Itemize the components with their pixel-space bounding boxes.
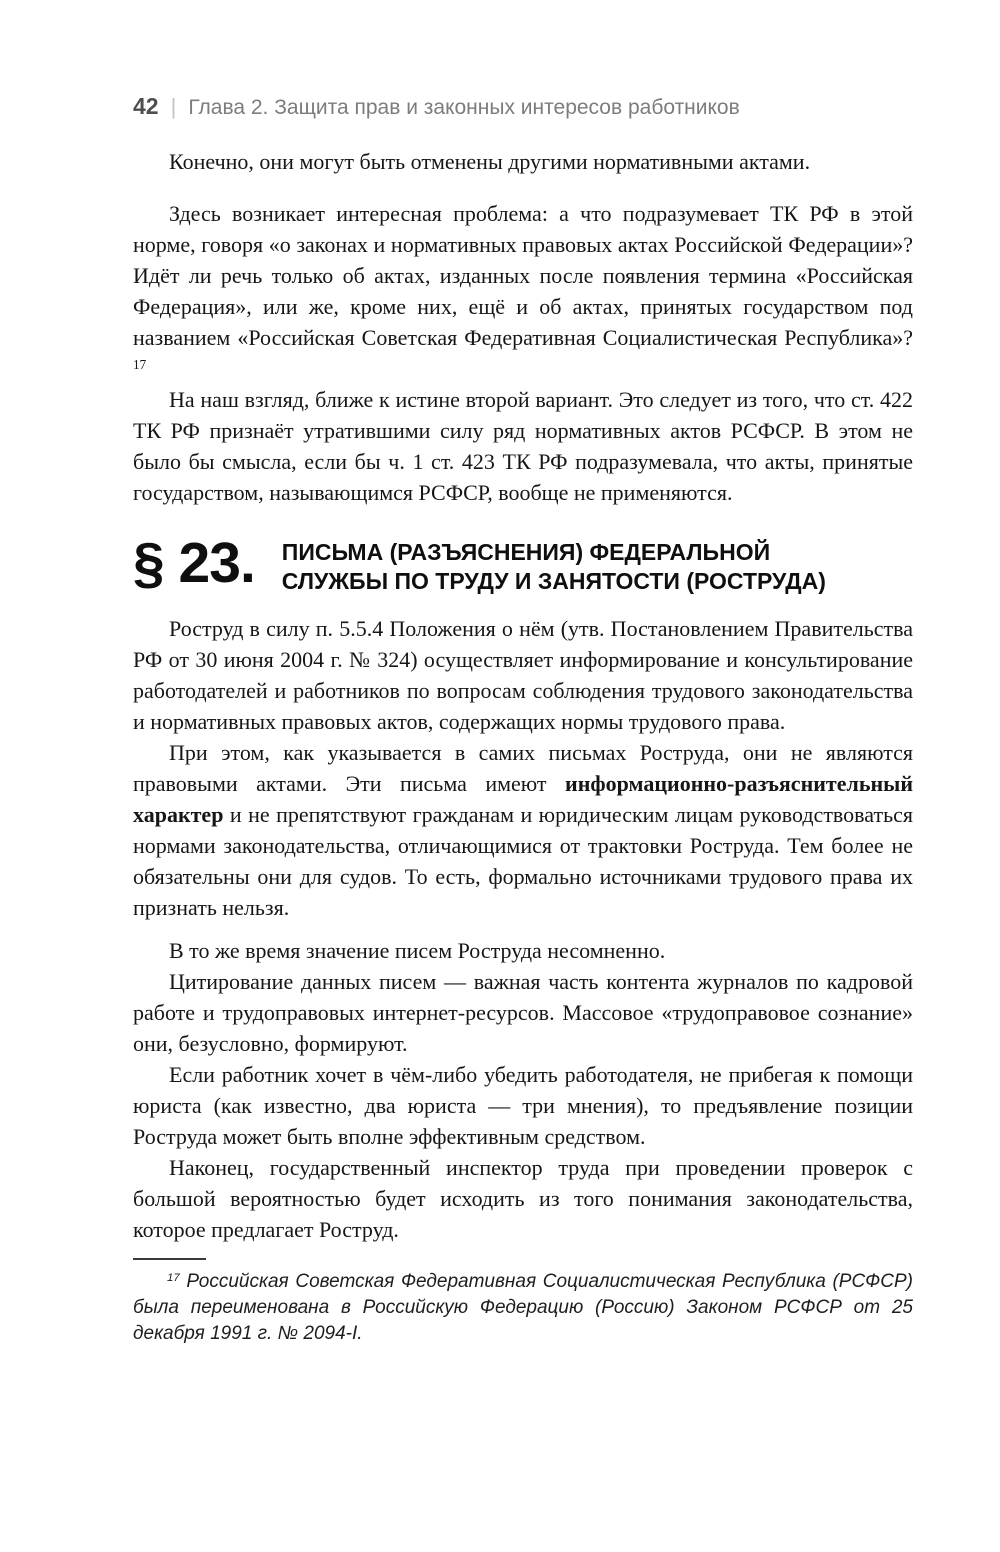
footnote-separator — [133, 1258, 206, 1260]
page-number: 42 — [133, 93, 159, 119]
bold-phrase: информационно-разъяснительный характер — [133, 771, 913, 827]
text-column — [133, 146, 913, 1347]
paragraph-section-3: В то же время значение писем Роструда несомненно. — [169, 938, 666, 963]
section-number: § 23. — [133, 531, 255, 595]
footnote-marker-17: 17 — [167, 1271, 180, 1284]
footnote-body: Российская Советская Федеративная Социалистическая Республика (РСФСР) была переименована в Российскую Федерацию (Россию) Законом РСФСР от 25 декабря 1991 г. № 2094-I. — [133, 1271, 914, 1344]
chapter-title: Глава 2. Защита прав и законных интересов работников — [188, 96, 740, 119]
header-divider: | — [170, 94, 177, 119]
footnote-text — [133, 1269, 913, 1347]
paragraph-intro-1: Конечно, они могут быть отменены другими нормативными актами. — [169, 149, 811, 174]
footnote-reference-17: 17 — [133, 356, 147, 372]
paragraph-section-2 — [133, 737, 913, 923]
paragraph-intro-2 — [133, 198, 913, 384]
paragraph-section-2-end: и не препятствуют гражданам и юридическим лицам руководствоваться нормами законодательства, отличающимися от трактовки Роструда. Тем более не обязательны они для судов. То есть, формально источниками трудового права их признать нельзя. — [133, 802, 913, 920]
section-heading — [133, 531, 913, 596]
paragraph-section-1: Роструд в силу п. 5.5.4 Положения о нём (утв. Постановлением Правительства РФ от 30 июня 2004 г. № 324) осуществляет информирование и консультирование работодателей и работников по вопросам соблюдения трудового законодательства и нормативных правовых актов, содержащих нормы трудового права. — [133, 616, 913, 734]
footnote-block — [133, 1258, 913, 1347]
page-header — [133, 93, 740, 120]
paragraph-section-5: Если работник хочет в чём-либо убедить работодателя, не прибегая к помощи юриста (как известно, два юриста — три мнения), то предъявление позиции Роструда может быть вполне эффективным средством. — [133, 1062, 913, 1149]
paragraph-intro-3: На наш взгляд, ближе к истине второй вариант. Это следует из того, что ст. 422 ТК РФ признаёт утратившими силу ряд нормативных актов РСФСР. В этом не было бы смысла, если бы ч. 1 ст. 423 ТК РФ подразумевала, что акты, принятые государством, называющимся РСФСР, вообще не применяются. — [133, 387, 913, 505]
paragraph-intro-2-text: Здесь возникает интересная проблема: а что подразумевает ТК РФ в этой норме, говоря «о законах и нормативных правовых актах Российской Федерации»? Идёт ли речь только об актах, изданных после появления термина «Российская Федерация», или же, кроме них, ещё и об актах, принятых государством под названием «Российская Советская Федеративная Социалистическая Республика»? — [133, 201, 913, 350]
paragraph-section-2-start: При этом, как указывается в самих письмах Роструда, они не являются правовыми актами. Эти письма имеют — [133, 740, 913, 796]
paragraph-section-4: Цитирование данных писем — важная часть контента журналов по кадровой работе и трудоправовых интернет-ресурсов. Массовое «трудоправовое сознание» они, безусловно, формируют. — [133, 969, 913, 1056]
paragraph-section-6: Наконец, государственный инспектор труда при проведении проверок с большой вероятностью будет исходить из того понимания законодательства, которое предлагает Роструд. — [133, 1155, 913, 1242]
section-title: ПИСЬМА (РАЗЪЯСНЕНИЯ) ФЕДЕРАЛЬНОЙ СЛУЖБЫ ПО ТРУДУ И ЗАНЯТОСТИ (РОСТРУДА) — [281, 539, 826, 594]
